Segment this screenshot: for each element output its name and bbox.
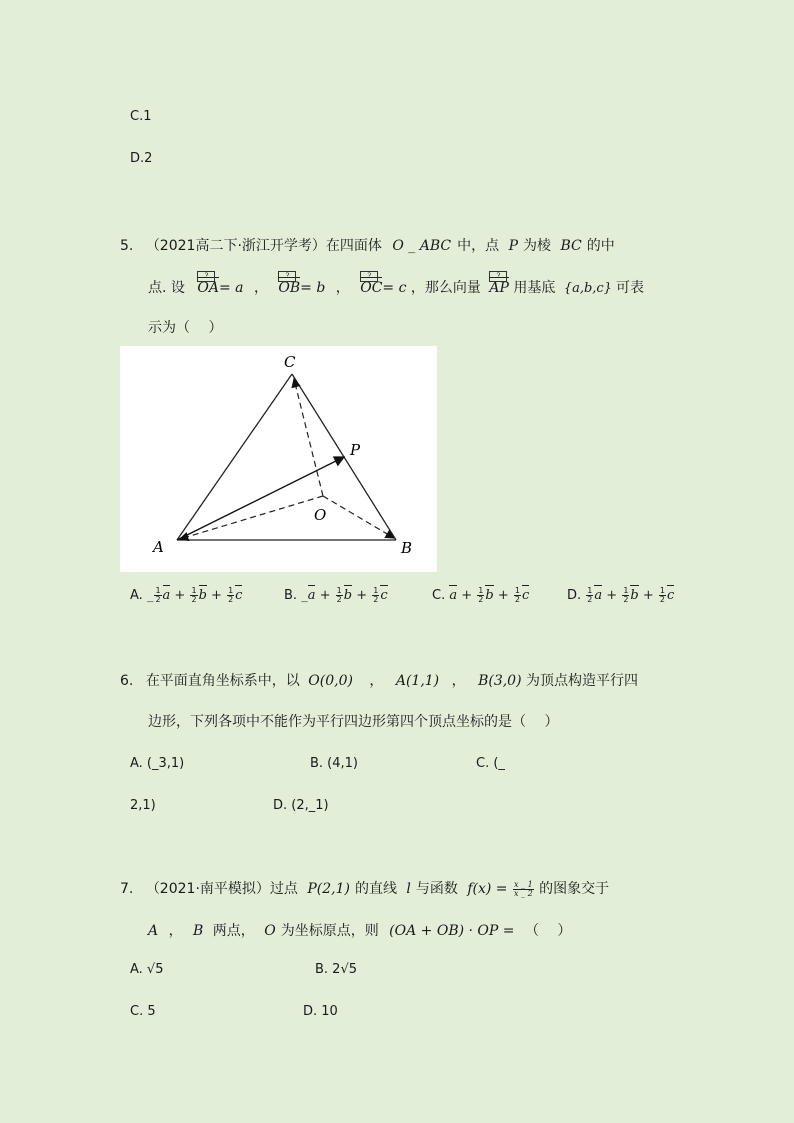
q6-option-b: B. (4,1)	[310, 756, 359, 771]
q5-bc: BC	[560, 238, 582, 254]
q5-line2-start: 点. 设	[148, 280, 185, 296]
q7-text-2b: 为坐标原点，则	[280, 923, 379, 939]
edge-ac	[177, 374, 292, 540]
q4-option-c: C.1	[130, 109, 152, 124]
q5-source: （2021高二下·浙江开学考）在四面体	[145, 238, 382, 254]
q7-fraction: $\frac{x \_ 1}{x \_ 2}$	[514, 879, 533, 898]
q7-number: 7.	[120, 881, 134, 897]
q6-a: A(1,1)	[395, 673, 440, 689]
q5-basis-text: 用基底	[513, 280, 556, 296]
q7-paren: （ ）	[524, 923, 572, 939]
q5-mid3: 的中	[586, 238, 615, 254]
q7-fx: f(x) =	[467, 881, 508, 897]
q6-option-d: D. (2,_1)	[273, 798, 329, 813]
label-p: P	[350, 441, 361, 459]
q6-option-c: C. (_	[476, 756, 505, 771]
q7-b: B	[193, 923, 204, 939]
q5-option-c: C. a + $\frac{1}{2}$ b + $\frac{1}{2}$ c	[432, 586, 530, 604]
q7-p: P(2,1)	[307, 881, 350, 897]
q7-option-a: A. √5	[130, 962, 164, 977]
q6-number: 6.	[120, 673, 134, 689]
q5-eq-c: = c	[382, 280, 407, 296]
q6-b: B(3,0)	[478, 673, 522, 689]
q7-o: O	[264, 923, 276, 939]
q5-line2-end: 可表	[615, 280, 644, 296]
q5-mid2: 为棱	[522, 238, 551, 254]
q6-line2: 边形，下列各项中不能作为平行四边形第四个顶点坐标的是（ ）	[148, 714, 559, 730]
q5-then: ，那么向量	[410, 280, 481, 296]
vector-ap	[177, 457, 344, 540]
q7-text-2a: 两点，	[212, 923, 255, 939]
q5-line2: 点. 设 ? OA= a ， ? OB= b ， ? OC= c ，那么向量 ? AP 用基底 {a,b,c} 可表	[148, 272, 644, 296]
q7-line2: A ， B 两点， O 为坐标原点，则 (OA + OB) · OP = （ ）	[148, 923, 572, 939]
q6-o: O(0,0)	[308, 673, 353, 689]
vector-oc	[294, 379, 323, 496]
q5-vec-oa: ? OA	[197, 272, 219, 296]
q7-text-b: 的直线	[354, 881, 397, 897]
q6-line1: 6. 在平面直角坐标系中，以 O(0,0) ， A(1,1) ， B(3,0) 为顶点构造平行四	[120, 673, 638, 689]
q5-p: P	[508, 238, 518, 254]
q4-option-d: D.2	[130, 151, 153, 166]
tetrahedron-diagram	[120, 346, 437, 572]
q7-a: A	[148, 923, 159, 939]
q6-option-a: A. (_3,1)	[130, 756, 185, 771]
label-c: C	[284, 353, 296, 371]
q5-tetra: O _ ABC	[392, 238, 452, 254]
vector-ob	[323, 496, 394, 538]
q7-text-d: 的图象交于	[539, 881, 610, 897]
q5-option-a: A. _ $\frac{1}{2}$ a + $\frac{1}{2}$ b + $\frac{1}{2}$ c	[130, 586, 243, 604]
q5-vec-oc: ? OC	[360, 272, 383, 296]
label-o: O	[314, 506, 327, 524]
q7-line1	[120, 878, 609, 898]
q5-option-d: D. $\frac{1}{2}$ a + $\frac{1}{2}$ b + $\frac{1}{2}$ c	[567, 586, 675, 604]
q5-number: 5.	[120, 238, 134, 254]
q7-l: l	[406, 881, 411, 897]
q5-mid1: 中，点	[457, 238, 500, 254]
q5-basis: {a,b,c}	[563, 281, 612, 296]
label-b: B	[401, 539, 413, 557]
q7-text-a: （2021·南平模拟）过点	[145, 881, 298, 897]
q5-eq-a: = a	[218, 280, 244, 296]
q7-option-c: C. 5	[130, 1004, 156, 1019]
q7-expr: (OA + OB) · OP =	[389, 923, 515, 939]
q7-text-c: 与函数	[415, 881, 458, 897]
label-a: A	[153, 538, 164, 556]
q6-text-a: 在平面直角坐标系中，以	[145, 673, 300, 689]
q5-option-b: B. _a + $\frac{1}{2}$ b + $\frac{1}{2}$ c	[284, 586, 388, 604]
q5-line1	[120, 235, 615, 255]
q5-vec-ap: ? AP	[489, 272, 509, 296]
q5-eq-b: = b	[300, 280, 326, 296]
q5-line3: 示为（ ）	[148, 320, 223, 336]
q7-option-d: D. 10	[303, 1004, 338, 1019]
q7-option-b: B. 2√5	[315, 962, 358, 977]
q6-option-c-cont: 2,1)	[130, 798, 156, 813]
q6-text-b: 为顶点构造平行四	[526, 673, 638, 689]
q5-vec-ob: ? OB	[278, 272, 301, 296]
tetrahedron-figure	[120, 346, 437, 572]
